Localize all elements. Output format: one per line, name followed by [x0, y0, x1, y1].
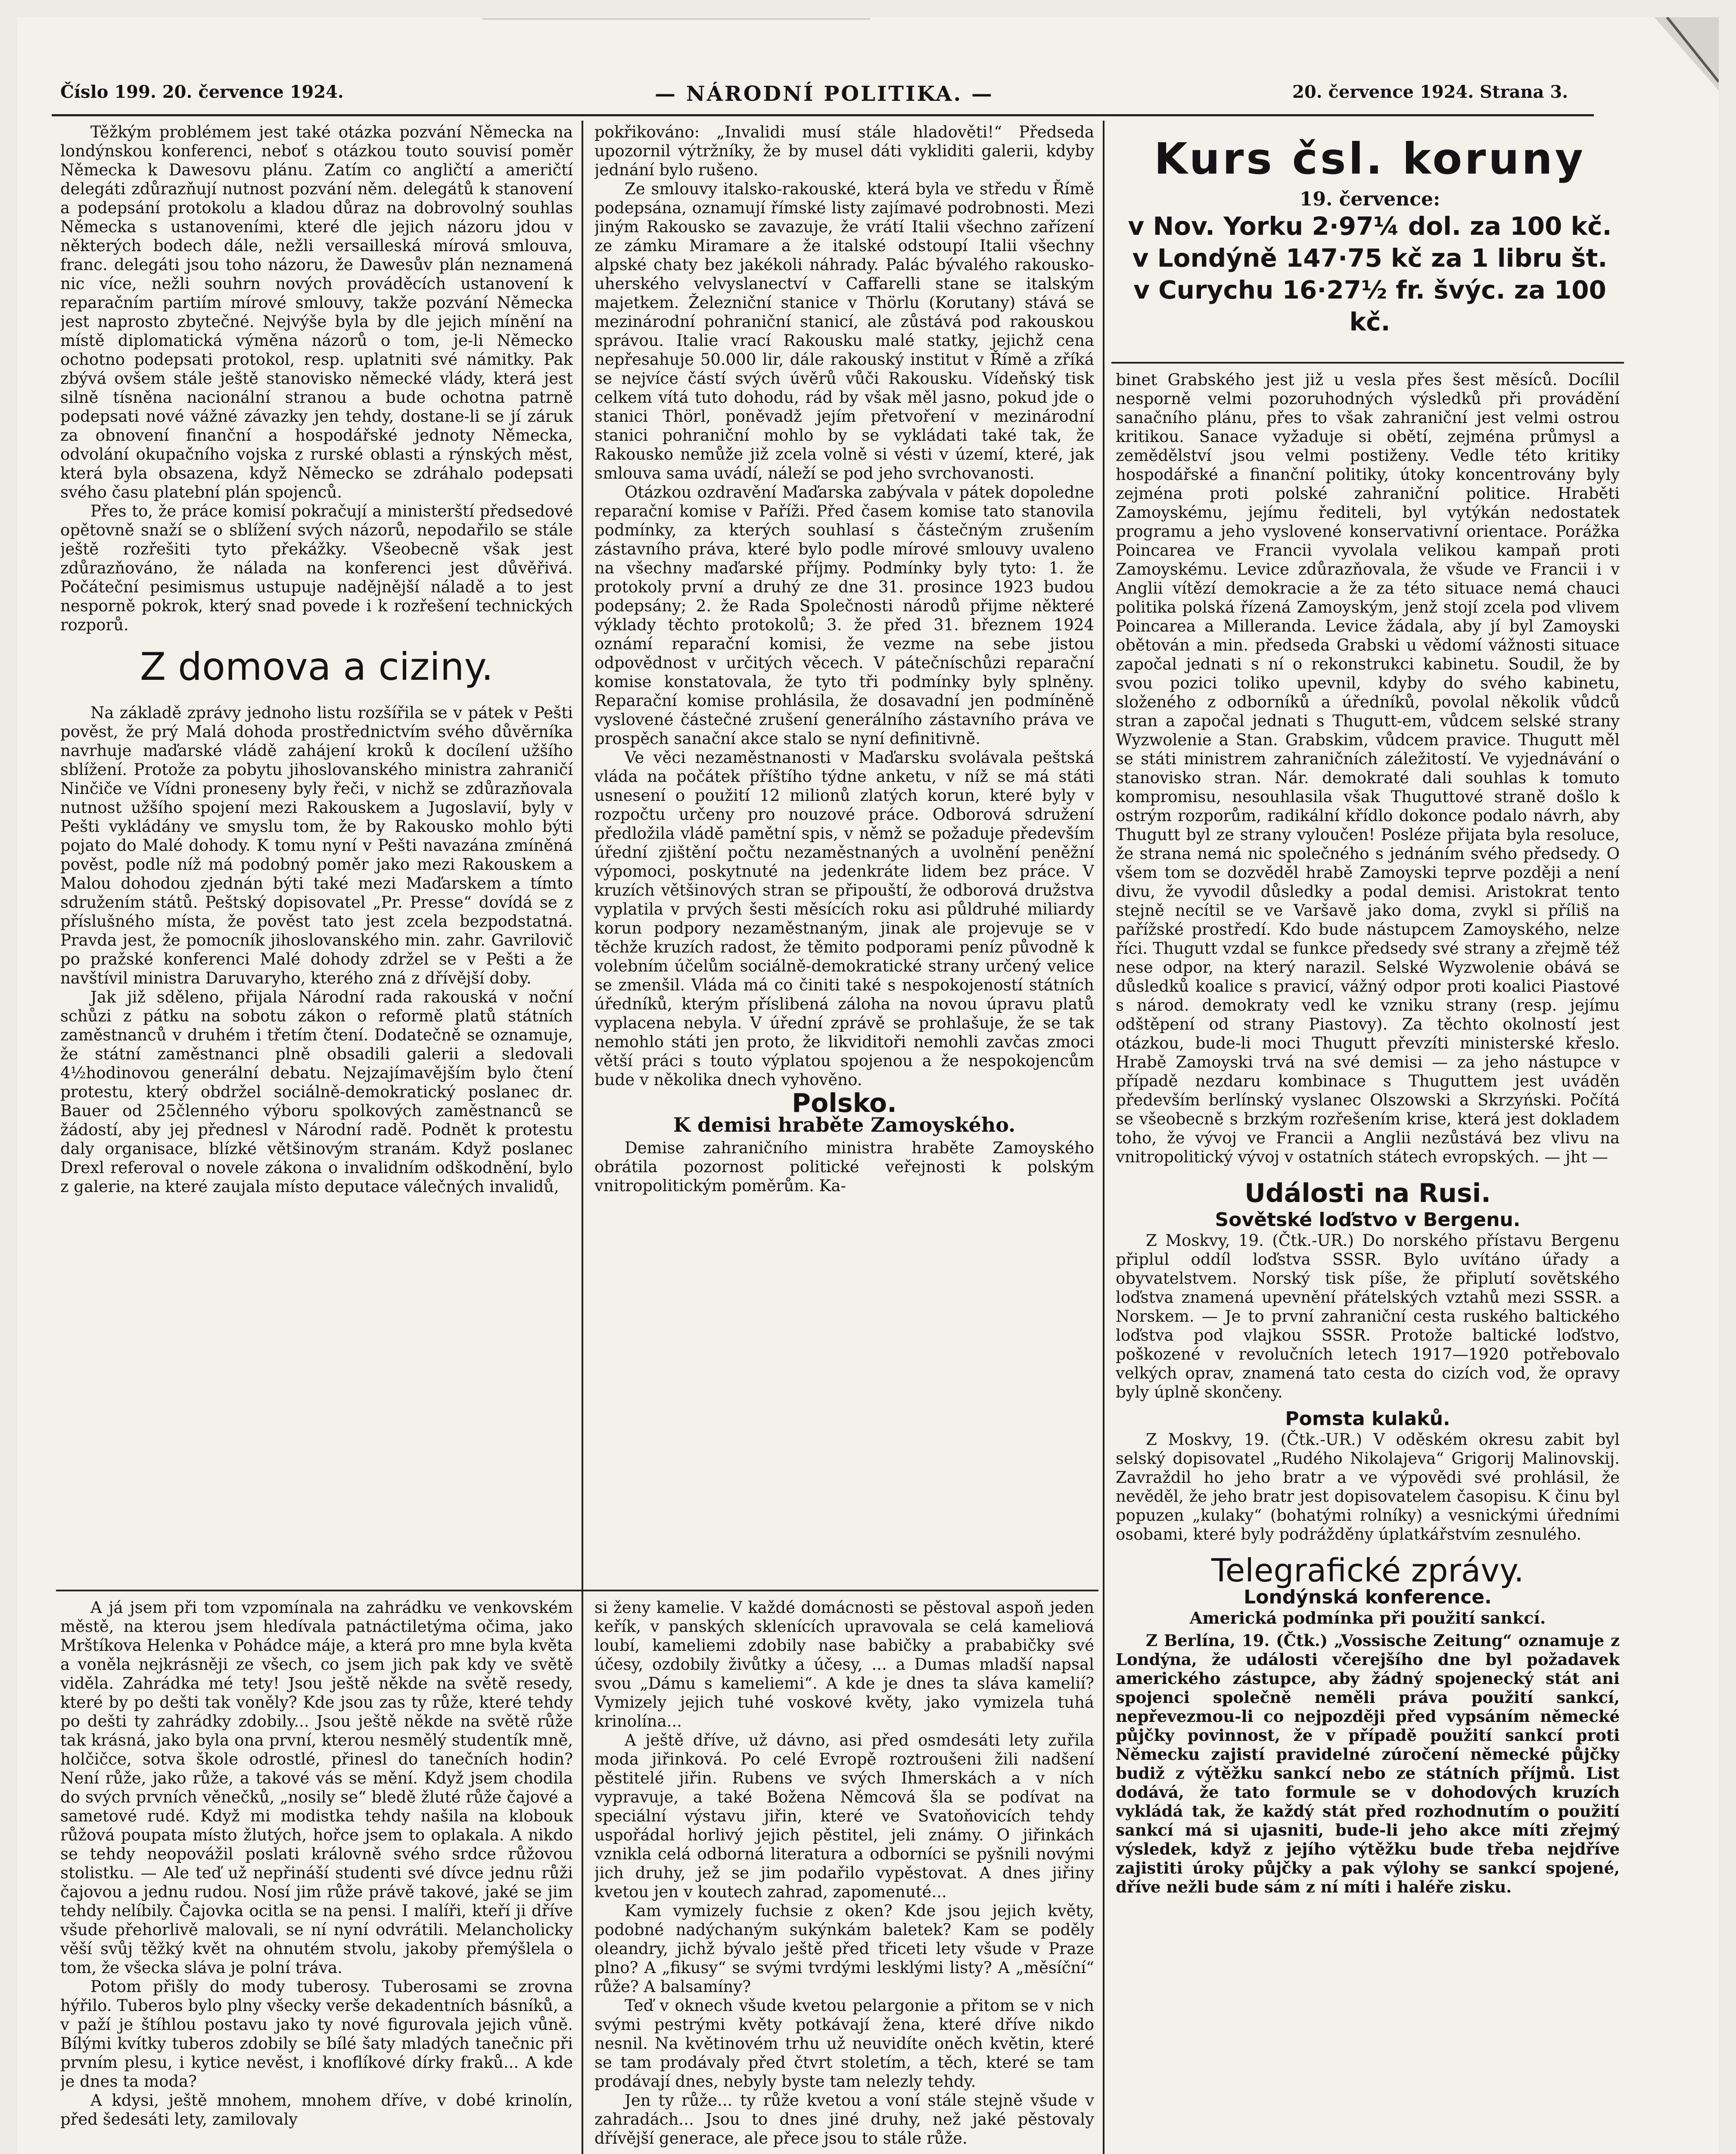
telegraph-heading: Telegrafické zprávy. — [1211, 1552, 1524, 1589]
page-date: 20. července 1924. Strana 3. — [1292, 82, 1568, 102]
feuilleton-column-1 — [60, 1598, 573, 2154]
sankce-paragraph: Z Berlína, 19. (Čtk.) „Vossische Zeitung“ oznamuje z Londýna, že události včerejšího dne byl požadavek amerického zástupce, aby žádný spojenecký stát ani spojenci společně neměli práva použití sankcí, nepřevezmou-li co nejpozději před vypsáním německé půjčky povinnost, že v případě použití sankcí proti Německu zajistí pravidelné zúročení německé půjčky budiž z výtěžku sankcí nebo ze státních příjmů. List dodává, že tato formule se v dohodových kruzích vykládá tak, že každý stát před rozhodnutím o použití sankcí má si ujasniti, bude-li jeho akce míti zřejmý výsledek, když z jejího výtěžku bude třeba nejdříve zajistiti úroky půjčky a pak výlohy se sankcí spojené, dříve nežli bude sám z ní míti i haléře zisku. — [1116, 1631, 1620, 1896]
rusi-heading: Události na Rusi. — [1244, 1178, 1491, 1208]
currency-date: 19. července: — [1299, 188, 1440, 210]
currency-title: Kurs čsl. koruny — [1154, 134, 1586, 184]
feuilleton-paragraph-6: Kam vymizely fuchsie z oken? Kde jsou jejich květy, podobné nadýchaným sukýnkám baletek? Kam se poděly oleandry, jichž bývalo ještě před třiceti lety všude v Praze plno? A „fikusy“ se svými tvrdými lesklými listy? A „měsíční“ růže? A balsamíny? — [594, 1902, 1094, 1996]
demisi-heading: K demisi hraběte Zamoyského. — [673, 1113, 1016, 1136]
newspaper-title: — NÁRODNÍ POLITIKA. — — [655, 82, 994, 106]
issue-number: Číslo 199. 20. července 1924. — [60, 82, 344, 102]
masthead-rule — [52, 114, 1594, 116]
grabski-paragraph: binet Grabského jest již u vesla přes šest měsíců. Docílil nesporně velmi pozoruhodných výsledků při provádění sanačního plánu, přes to však zahraniční jest velmi ostrou kritikou. Sanace vyžaduje si obětí, zejména průmysl a zemědělství jsou velmi postiženy. Vedle této kritiky hospodářské a finanční politiky, útoky koncentrovány byly zejména proti polské zahraniční politice. Hraběti Zamoyskému, jejímu řediteli, byl vytýkán nedostatek programu a jeho vyslovené konservativní orientace. Porážka Poincarea ve Francii vyvolala velikou kampaň proti Zamoyskému. Levice zdůrazňovala, že všude ve Francii i v Anglii vítězí demokracie a že za této situace nemá chauci politika polská řízená Zamoyským, jenž stojí zcela pod vlivem Poincarea a Millerandа. Levice žádala, aby jí byl Zamoyski obětován a min. předseda Grabski u vědomí vážnosti situace započal jednati s ní o rekonstrukci kabinetu. Soudil, že by svou pozici toliko upevnil, kdyby do svého kabinetu, složeného z odborníků a úředníků, povolal několik vůdců stran a započal jednati s Thugutt-em, vůdcem selské strany Wyzwolenie a Stan. Grabskim, vůdcem pravice. Thugutt měl se státi ministrem zahraničních záležitostí. Ve vyjednávání o stanovisko stran. Nár. demokraté dali souhlas k tomuto kompromisu, nesouhlasila však Thuguttové straně došlo k ostrým rozporům, radikální křídlo dokonce podalo návrh, aby Thugutt byl ze strany vyloučen! Posléze přijata byla resoluce, že strana nemá nic společného s jednáním svého předsedy. O všem tom se dozvěděl hrabě Zamoyski teprve později a není divu, že vyvodil důsledky a podal demisi. Aristokrat tento stejně necítil se ve Varšavě jako doma, zvykl si příliš na pařížské prostředí. Kdo bude nástupcem Zamoyského, nelze říci. Thugutt vzdal se funkce předsedy své strany a zřejmě též nese odpor, na který narazil. Selské Wyzwolenie obává se důsledků koalice s pravicí, vážný odpor proti koalici Piastové s národ. demokraty vedl ke vzniku strany (resp. jejímu odštěpení od strany Piastovy). Za těchto okolností jest otázkou, bude-li moci Thugutt převzíti ministerské křeslo. Hrabě Zamoyski trvá na své demisi — za jeho nástupce v případě nezdaru kombinace s Thuguttem jest uváděn především berlínský vyslanec Olszowski a Skrzyński. Počítá se všeobecně s brzkým rozřešením krise, která jest dokladem toho, že vývoj ve Francii a Anglii nezůstává bez vlivu na vnitropolitický vývoj v ostatních státech evropských. — jht — — [1116, 370, 1620, 1166]
feuilleton-paragraph-7: Teď v oknech všude kvetou pelargonie a přitom se v nich svými pestrými květy potkávají žena, které dříve nikdo nesnil. Na květinovém trhu už neuvidíte oněch květin, které se tam prodávaly před čtvrt stoletím, a těch, které se tam prodávají dnes, nebyly byste tam nelezly tehdy. — [594, 1996, 1094, 2091]
currency-rate-newyork: v Nov. Yorku 2·97¼ dol. za 100 kč. — [1128, 212, 1612, 241]
conference-paragraph-2: Přes to, že práce komisí pokračují a ministerští předsedové opětovně snaží se o sblížení svých názorů, nepodařilo se stále ještě rozřešiti tyto překážky. Všeobecně však jest zdůrazňováno, že nálada na konferenci jest důvěřivá. Počáteční pesimismus ustupuje nadějnější náladě a to jest nesporně pokrok, který snad povede i k rozřešení technických rozporů. — [60, 502, 573, 634]
feuilleton-paragraph-3: A kdysi, ještě mnohem, mnohem dříve, v dobé krinolín, před šedesáti lety, zamilovaly — [60, 2091, 573, 2129]
currency-rate-london: v Londýně 147·75 kč za 1 libru št. — [1132, 243, 1608, 273]
polsko-heading: Polsko. — [792, 1088, 897, 1118]
newspaper-page — [17, 17, 1719, 2154]
currency-rates-box — [1124, 134, 1615, 338]
fold-crease — [482, 17, 870, 22]
column-rule-2 — [1103, 121, 1104, 2154]
nezamestnanost-paragraph: Ve věci nezaměstnanosti v Maďarsku svolávala peštská vláda na počátek příštího týdne anketu, v níž se má státi usnesení o použití 12 milionů zlatých korun, které byly v rozpočtu určeny pro nouzové práce. Odborová sdružení předložila vládě pamětní spis, v němž se požaduje především úřední zjištění počtu nezaměstnaných a uvolnění peněžní výpomoci, poskytnuté na jedenkráte lidem bez práce. V kruzích většinových stran se připouští, že odborová družstva vyplatila v prvých šesti měsících roku asi půldruhé miliardy korun podpory nezaměstnaným, jinak ale projevuje se v těchže kruzích radost, že těmito podporami peníz původně k volebním účelům sociálně-demokratické strany určený velice se zmenšil. Vláda má co činiti také s nespokojeností státních úředníků, kterým příslibená záloha na novou úpravu platů vyplacena nebyla. V úřední zprávě se prohlašuje, že se tak nemohlo státi jen proto, že likviditoři nemohli zavčas zmoci větší práci s touto výplatou spojenou a že nespokojencům bude v několika dnech vyhověno. — [594, 748, 1094, 1089]
madarsko-paragraph: Otázkou ozdravění Maďarska zabývala v pátek dopoledne reparační komise v Paříži. Před časem komise tato stanovila podmínky, za kterých souhlasí s částečným zrušením zástavního práva, které bylo podle mírové smlouvy uvaleno na všechny maďarské příjmy. Podmínky byly tyto: 1. že protokoly první a druhý ze dne 31. prosince 1923 budou podepsány; 2. že Rada Společnosti národů přijme některé výklady těchto protokolů; 3. že před 31. březnem 1924 oznámí reparační komisi, že vezme na sebe jistou odpovědnost v určitých věcech. V pátečníschůzi reparační komise konstatovala, že tyto tři podmínky byly splněny. Reparační komise prohlásila, že dosavadní jen podmíněně vyslovené částečné zrušení generálního zástavního práva ve prospěch sanační akce stalo se nyní definitivně. — [594, 483, 1094, 748]
bergen-heading: Sovětské loďstvo v Bergenu. — [1215, 1209, 1521, 1231]
italsko-rakouska-paragraph: Ze smlouvy italsko-rakouské, která byla ve středu v Římě podepsána, oznamují římské listy zajímavé podrobnosti. Mezi jiným Rakousko se zavazuje, že vrátí Italii všechno zařízení ze zámku Miramare a že italské odstoupí Italii všechny alpské chaty bez jakékoli náhrady. Palác bývalého rakousko-uherského velvyslanectví v Caffarelli stane se italským majetkem. Železniční stanice v Thörlu (Korutany) stává se mezinárodní pohraniční stanicí, ale zůstává pod rakouskou správou. Italie vrací Rakousku malé statky, jejichž cena nepřesahuje 50.000 lir, dále rakouský institut v Římě a zříká se nejvíce částí svých úvěrů vůči Rakousku. Vídeňský tisk celkem vítá tuto dohodu, rád by však měl jasno, pokud jde o stanici Thörl, poněvadž jejím přetvoření v mezinárodní stanici pohraniční mohlo by se vykládati také tak, že Rakousko nemůže již zcela volně si vésti v území, které, jak smlouva sama uvádí, náleží se pod jeho svrchovanosti. — [594, 180, 1094, 482]
zamoyski-paragraph: Demise zahraničního ministra hraběte Zamoyského obrátila pozornost politické veřejnosti k polským vnitropolitickým poměrům. Ka- — [594, 1139, 1094, 1195]
kulaci-paragraph: Z Moskvy, 19. (Čtk.-UR.) V oděském okresu zabit byl selský dopisovatel „Rudého Nikolajeva“ Grigorij Malinovskij. Zavraždil ho jeho bratr a ve výpovědi své prohlásil, že nevěděl, že jeho bratr jest dopisovatelem časopisu. K činu byl popuzen „kulaky“ (bohatými rolníky) a vesnickými úředními osobami, které byly podrážděny úplatkářstvím zesnulého. — [1116, 1430, 1620, 1544]
currency-rate-zurich: v Curychu 16·27½ fr. švýc. za 100 kč. — [1133, 275, 1606, 336]
column-2-news — [594, 123, 1094, 1583]
invalidi-paragraph: pokřikováno: „Invalidi musí stále hladověti!“ Předseda upozornil výtržníky, že by musel dáti vykliditi galerii, kdyby jednání bylo rušeno. — [594, 123, 1094, 179]
feuilleton-paragraph-2: Potom přišly do mody tuberosy. Tuberosami se zrovna hýřilo. Tuberos bylo plny všecky verše dekadentních básníků, a v paží je štíhlou postavu jako ty nové figurovala jejich vůně. Bílými kvítky tuberos zdobily se bílé šaty mladých tanečnic při prvním plesu, i kytice nevěst, i knoflíkové dírky fraků... A kde je dnes ta moda? — [60, 1977, 573, 2091]
kulaci-heading: Pomsta kulaků. — [1285, 1408, 1450, 1430]
feuilleton-paragraph-8: Jen ty růže... ty růže kvetou a voní stále stejně všude v zahradách... Jsou to dnes jiné druhy, než jaké pěstovaly dřívější generace, ale přece jsou to stále růže. — [594, 2091, 1094, 2148]
feuilleton-paragraph-1: A já jsem při tom vzpomínala na zahrádku ve venkovském městě, na kterou jsem hledívala patnáctiletýma očima, jako Mrštíkova Helenka v Pohádce máje, a která pro mne byla květa a voněla nejkrásněji ze všech, co jsem jich pak kdy ve světě viděla. Zahrádka mé tety! Jsou ještě někde na světě resedy, které by po dešti tak voněly? Kde jsou zas ty růže, které tehdy po dešti ty zahrádky zdobily... Jsou ještě někde na světě růže tak krásná, jako byla ona první, kterou nesmělý studentík mně, holčičce, sotva škole odrostlé, přinesl do tanečních hodin? Není růže, jako růže, a takové vás se mění. Když jsem chodila do svých prvních věnečků, „nosily se“ bledě žluté růže čajové a sametové rudé. Když mi modistka tehdy našila na klobouk růžová poupata místo žlutých, hořce jsem to oplakala. A nikdo se tehdy neopovážil poslati královně svého srdce růžovou stolistku. — Ale teď už nepřináší studenti své dívce jednu růži čajovou a jednu rudou. Nosí jim růže právě takové, jaké se jim tehdy nelíbily. Čajovka ocitla se na pensi. I malíři, kteří ji dříve všude přehorlivě malovali, se ní nyní odvrátili. Melancholicky věší svůj těžký květ na ohnutém stvolu, jakoby přemýšlela o tom, že všecka sláva je polní tráva. — [60, 1598, 573, 1977]
london-heading: Londýnská konference. — [1244, 1586, 1492, 1608]
column-rule-1 — [582, 121, 583, 2154]
feuilleton-column-2 — [594, 1598, 1094, 2154]
sankce-heading: Americká podmínka při použití sankcí. — [1189, 1608, 1546, 1628]
column-3-news — [1116, 370, 1620, 2154]
conference-paragraph: Těžkým problémem jest také otázka pozvání Německa na londýnskou konferenci, neboť s otázkou touto souvisí poměr Německa k Dawesovu plánu. Zatím co angličtí a američtí delegáti zdůrazňují nutnost pozvání něm. delegátů k stanovení a podepsání protokolu a kladou důraz na dobrovolný souhlas Německa s ustanoveními, které dle jejich názoru jdou v některých bodech dále, nežli versailleská mírová smlouva, franc. delegáti jsou toho názoru, že Dawesův plán neznamená nic více, nežli souhrn nových prováděcích ustanovení k reparačním partiím mírové smlouvy, takže pozvání Německa jest naprosto zbytečné. Nejvýše byla by dle jejich mínění na místě diplomatická výměna názorů o tom, je-li Německo ochotno podepsati protokol, resp. uplatniti své námitky. Pak zbývá ovšem stále ještě stanovisko německé vlády, která jest silně tísněna nacionální stranou a bude ochotna patrně podepsati nové vážné závazky jen tehdy, dostane-li se jí záruk za obnovení finanční a hospodářské jednoty Německa, odvolání okupačního vojska z rurské oblasti a rýnských měst, která byla obsazena, když Německo se zdráhalo podepsati svého času platební plán spojenců. — [60, 123, 573, 501]
rakousko-platy-paragraph: Jak již sděleno, přijala Národní rada rakouská v noční schůzi z pátku na sobotu zákon o reformě platů státních zaměstnanců v druhém i třetím čtení. Dodatečně se oznamuje, že státní zaměstnanci plně obsadili galerii a sledovali 4½hodinovou generální debatu. Nejzajímavějším bylo čtení protestu, který obdržel sociálně-demokratický poslanec dr. Bauer od 25členného výboru spolkových zaměstnanců se žádostí, aby jej přednesl v Národní radě. Podnět k protestu daly organisace, blízké většinovým stranám. Když poslanec Drexl referoval o novele zákona o invalidním odškodnění, bylo z galerie, na které zaujala místo deputace válečných invalidů, — [60, 988, 573, 1196]
feuilleton-rule — [56, 1590, 1098, 1591]
currency-rule — [1111, 362, 1624, 364]
bergen-paragraph: Z Moskvy, 19. (Čtk.-UR.) Do norského přístavu Bergenu připlul oddíl loďstva SSSR. Bylo uvítáno úřady a obyvatelstvem. Norský tisk píše, že připlutí sovětského loďstva znamená upevnění přátelských vztahů mezi SSSR. a Norskem. — Je to první zahraniční cesta ruského baltického loďstva pod vlajkou SSSR. Protože baltické loďstvo, poškozené v revolučních letech 1917—1920 potřebovalo velkých oprav, znamená tato cesta do cizích vod, že opravy byly úplně skončeny. — [1116, 1231, 1620, 1401]
feuilleton-paragraph-4: si ženy kamelie. V každé domácnosti se pěstoval aspoň jeden keřík, v panských sklenících upravovala se celá kameliová loubí, kameliemi zdobily nase babičky a prababičky své účesy, ozdobily živůtky a účesy, ... a Dumas mladší napsal svou „Dámu s kameliemi“. A kde je dnes ta sláva kamelií? Vymizely jejich tuhé voskové květy, jako vymizela tuhá krinolína... — [594, 1598, 1094, 1731]
folded-corner — [1654, 17, 1719, 90]
feuilleton-paragraph-5: A ještě dříve, už dávno, asi před osmdesáti lety zuřila moda jiřinková. Po celé Evropě roztroušeni žili nadšení pěstitelé jiřin. Rubens ve svých Ihmerskách a v ních vypravuje, a také Božena Němcová šla se podívat na speciální výstavu jiřin, které ve Svatoňovicích tehdy uspořádal horlivý jejich pěstitel, jeli známy. O jiřinkách vznikla celá odborná literatura a odborníci se pyšnili novými jich druhy, jež se jim podařilo vypěstovat. A dnes jiřiny kvetou jen v koutech zahrad, zapomenuté... — [594, 1731, 1094, 1901]
male-dohoda-paragraph: Na základě zprávy jednoho listu rozšířila se v pátek v Pešti pověst, že prý Malá dohoda prostřednictvím svého důvěrníka navrhuje maďarské vládě zahájení kroků k docílení užšího sblížení. Protože za pobytu jihoslovanského ministra zahraničí Ninčiče ve Vídni proneseny byly řeči, v nichž se zdůrazňovala nutnost užšího spojení mezi Rakouskem a Jugoslavií, byly v Pešti vykládány ve smyslu tom, že by Rakousko mohlo býti pojato do Malé dohody. K tomu nyní v Pešti navazána zmíněná pověst, podle níž má podobný poměr jako mezi Rakouskem a Malou dohodou zjednán býti také mezi Maďarskem a tímto sdružením států. Peštský dopisovatel „Pr. Presse“ dovídá se z příslušného místa, že pověst tato jest zcela bezpodstatná. Pravda jest, že pomocník jihoslovanského min. zahr. Gavrilovič po pražské konferenci Malé dohody zdržel se v Pešti a že navštívil ministra Daruvaryho, kterého zná z dřívější doby. — [60, 703, 573, 987]
column-1-news — [60, 123, 573, 1583]
section-heading-domov: Z domova a ciziny. — [140, 644, 494, 689]
